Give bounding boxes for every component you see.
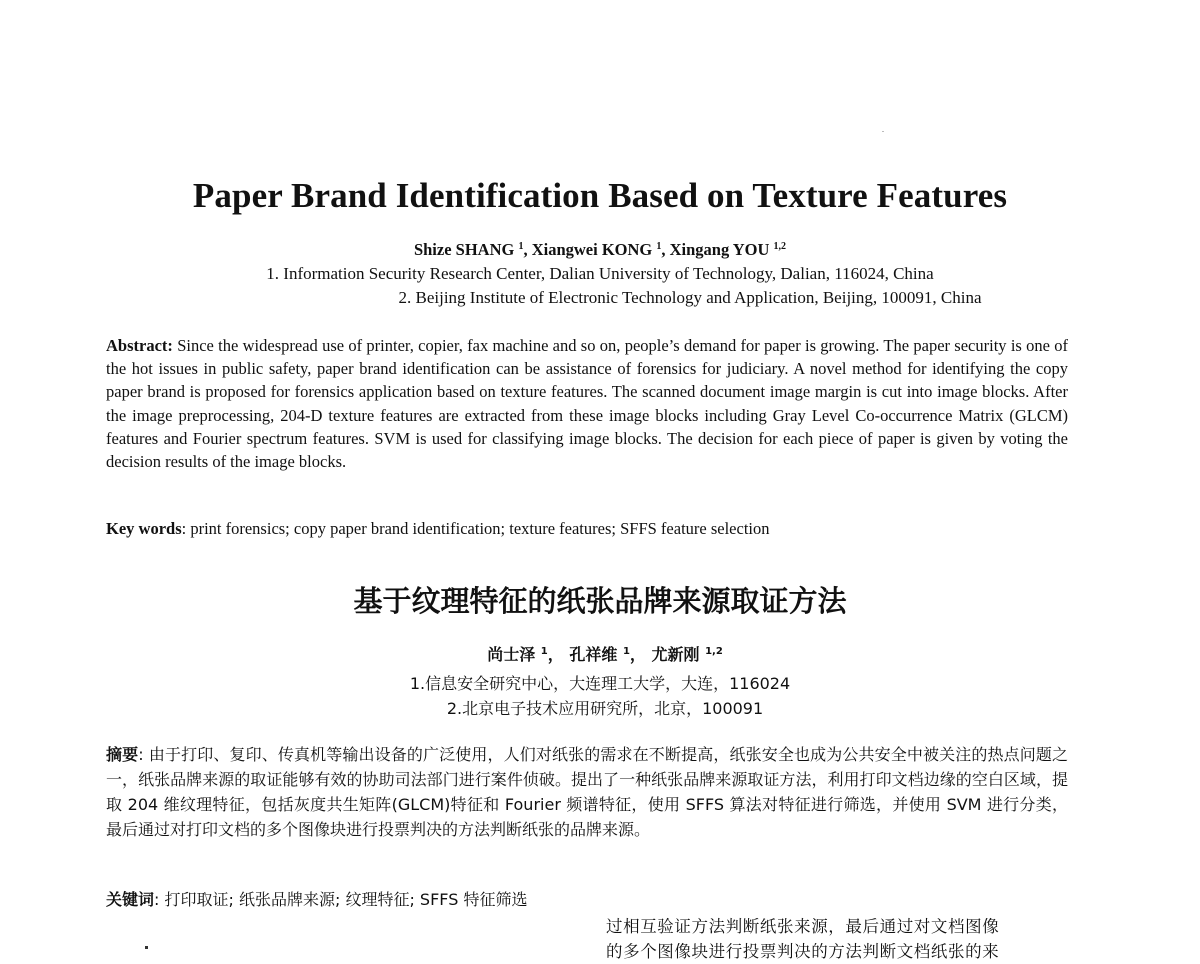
abstract-text: : 由于打印、复印、传真机等输出设备的广泛使用，人们对纸张的需求在不断提高，纸张安全也成为公共安全中被关注的热点问题之一，纸张品牌来源的取证能够有效的协助司法部门进行案件侦破。提出了一种纸张品牌来源取证方法，利用打印文档边缘的空白区域，提取 204 维纹理特征，包括灰度共生矩阵(GLCM)特征和 Fourier 频谱特征，使用 SFFS 算法对特征进行筛选，并使用 SVM 进行分类，最后通过对打印文档的多个图像块进行投票判决的方法判断纸张的品牌来源。: [106, 745, 1068, 839]
chinese-affiliation-2: 2.北京电子技术应用研究所，北京，100091: [446, 699, 764, 718]
scan-speck: [145, 946, 148, 949]
author-affiliation-mark: 1: [518, 241, 524, 252]
english-title: Paper Brand Identification Based on Texture Features: [192, 176, 1008, 215]
english-affiliation-1: 1. Information Security Research Center, Dalian University of Technology, Dalian, 116024, China: [266, 264, 934, 283]
keywords-text: : 打印取证; 纸张品牌来源; 纹理特征; SFFS 特征筛选: [154, 890, 528, 909]
abstract-label: Abstract:: [106, 336, 173, 355]
chinese-authors: 尚士泽 $^1$， 孔祥维 $^1$， 尤新刚 $^{1,2}$: [487, 645, 723, 664]
author-affiliation-mark: 1,2: [705, 646, 723, 657]
abstract-label: 摘要: [106, 745, 139, 764]
author-affiliation-mark: 1,2: [773, 241, 787, 252]
chinese-title: 基于纹理特征的纸张品牌来源取证方法: [353, 584, 847, 618]
author-name: Xiangwei KONG: [531, 240, 653, 259]
body-text-line: 过相互验证方法判断纸张来源，最后通过对文档图像: [606, 917, 1000, 936]
author-name: Shize SHANG: [413, 240, 515, 259]
author-affiliation-mark: 1: [540, 646, 548, 657]
chinese-abstract: [106, 742, 1068, 842]
author-affiliation-mark: 1: [656, 241, 662, 252]
scan-speck: [882, 131, 884, 132]
author-name: 孔祥维: [569, 645, 618, 664]
author-name: Xingang YOU: [669, 240, 770, 259]
author-name: 尚士泽: [487, 645, 536, 664]
author-name: 尤新刚: [651, 645, 700, 664]
english-keywords: [106, 519, 770, 539]
body-column-right: [606, 914, 1072, 964]
keywords-text: : print forensics; copy paper brand identification; texture features; SFFS feature selection: [181, 519, 770, 538]
abstract-text: Since the widespread use of printer, copier, fax machine and so on, people’s demand for paper is growing. The paper security is one of the hot issues in public safety, paper brand identification can be assistance of forensics for judiciary. A novel method for identifying the copy paper brand is proposed for forensics application based on texture features. The scanned document image margin is cut into image blocks. After the image preprocessing, 204-D texture features are extracted from these image blocks including Gray Level Co-occurrence Matrix (GLCM) features and Fourier spectrum features. SVM is used for classifying image blocks. The decision for each piece of paper is given by voting the decision results of the image blocks.: [106, 336, 1069, 472]
keywords-label: Key words: [106, 519, 182, 538]
author-affiliation-mark: 1: [622, 646, 630, 657]
body-text-line: 的多个图像块进行投票判决的方法判断文档纸张的来: [606, 942, 1000, 961]
chinese-affiliation-1: 1.信息安全研究中心，大连理工大学，大连，116024: [409, 674, 791, 693]
english-authors: Shize SHANG $^1$, Xiangwei KONG $^1$, Xingang YOU $^{1,2}$: [413, 240, 787, 259]
chinese-keywords: [106, 887, 527, 910]
english-affiliation-2: 2. Beijing Institute of Electronic Technology and Application, Beijing, 100091, China: [398, 288, 982, 307]
english-abstract: [106, 334, 1068, 473]
keywords-label: 关键词: [106, 890, 155, 909]
